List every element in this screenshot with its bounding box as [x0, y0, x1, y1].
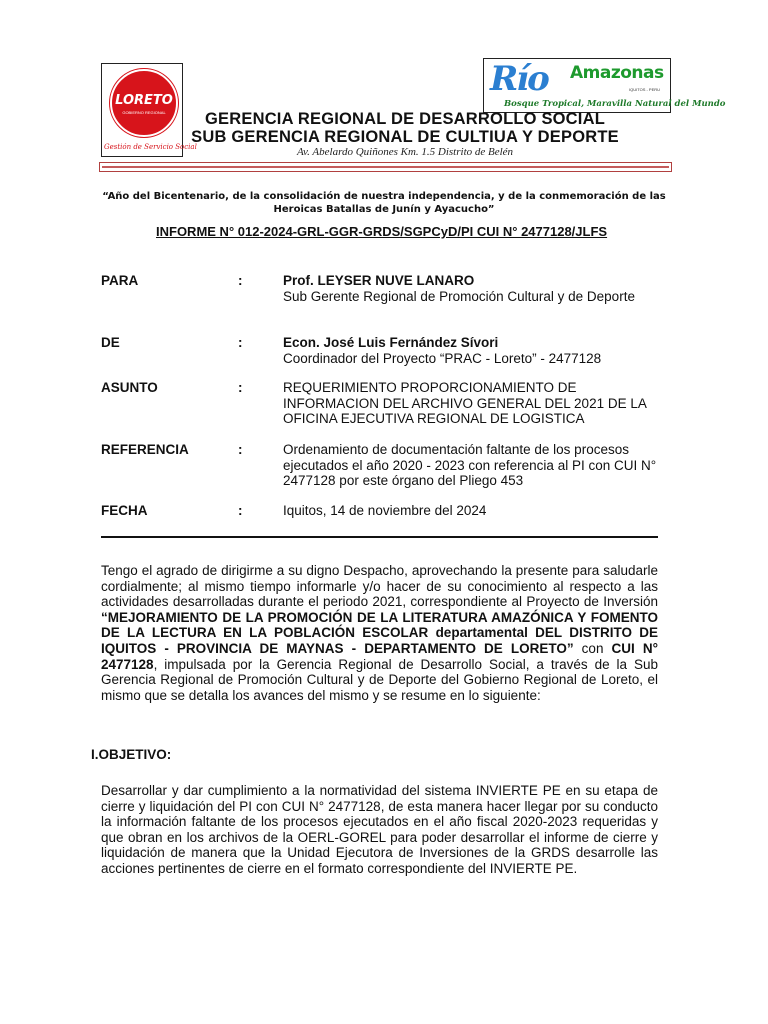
- para-value: [283, 273, 663, 304]
- loreto-logo-tagline: Gestión de Servicio Social: [104, 143, 197, 151]
- referencia-colon: :: [238, 442, 243, 457]
- loreto-logo-word: LORETO: [115, 93, 173, 108]
- fecha-value: Iquitos, 14 de noviembre del 2024: [283, 503, 487, 518]
- rio-logo-word: Río: [490, 59, 548, 99]
- referencia-label: REFERENCIA: [101, 442, 189, 457]
- de-role: Coordinador del Proyecto “PRAC - Loreto” - 2477128: [283, 350, 602, 366]
- referencia-value: Ordenamiento de documentación faltante de los procesos ejecutados el año 2020 - 2023 con referencia al PI con CUI N° 2477128 por este órgano del Pliego 453: [283, 442, 657, 488]
- para-name: Prof. LEYSER NUVE LANARO: [283, 273, 475, 288]
- de-colon: :: [238, 335, 243, 350]
- rio-amazonas-logo: [483, 58, 726, 113]
- year-motto: “Año del Bicentenario, de la consolidación de nuestra independencia, y de la conmemoración de las Heroicas Batallas de Junín y Ayacucho”: [102, 191, 666, 215]
- para-colon: :: [238, 273, 243, 288]
- header-title-line1: GERENCIA REGIONAL DE DESARROLLO SOCIAL: [205, 110, 605, 128]
- de-value: [283, 335, 663, 366]
- section-objetivo-title: I.OBJETIVO:: [91, 747, 172, 762]
- asunto-value: REQUERIMIENTO PROPORCIONAMIENTO DE INFORMACION DEL ARCHIVO GENERAL DEL 2021 DE LA OFICINA EJECUTIVA REGIONAL DE LOGISTICA: [283, 380, 647, 426]
- de-name: Econ. José Luis Fernández Sívori: [283, 335, 499, 350]
- objetivo-paragraph: Desarrollar y dar cumplimiento a la normatividad del sistema INVIERTE PE en su etapa de cierre y liquidación del PI con CUI N° 2477128, de esta manera hacer llegar por su conducto la información faltante de los procesos ejecutados en el año fiscal 2020-2023 requeridas y que obran en los archivos de la OERL-GOREL para poder desarrollar el informe de cierre y liquidación de manera que la Unidad Ejecutora de Inversiones de la GRDS desarrolle las acciones pertinentes de cierre en el formato correspondiente del INVIERTE PE.: [101, 783, 658, 876]
- amazonas-logo-word: Amazonas: [570, 63, 664, 83]
- project-name: “MEJORAMIENTO DE LA PROMOCIÓN DE LA LITERATURA AMAZÓNICA Y FOMENTO DE LA LECTURA EN LA POBLACIÓN ESCOLAR departamental DEL DISTRITO DE IQUITOS - PROVINCIA DE MAYNAS - DEPARTAMENTO DE LORETO”: [101, 609, 658, 656]
- intro-paragraph: [101, 563, 658, 703]
- intro-text-a: Tengo el agrado de dirigirme a su digno Despacho, aprovechando la presente para saludarle cordialmente; al mismo tiempo informarle y/o hacer de su conocimiento al respecto a las actividades desarrolladas durante el periodo 2021, correspondiente al Proyecto de Inversión: [101, 563, 658, 610]
- intro-text-b: con: [573, 640, 612, 656]
- loreto-logo-subtitle: GOBIERNO REGIONAL: [122, 110, 166, 115]
- para-label: PARA: [101, 273, 139, 288]
- header-title-line2: SUB GERENCIA REGIONAL DE CULTIUA Y DEPORTE: [191, 128, 619, 146]
- header-divider-band: [99, 162, 672, 172]
- de-label: DE: [101, 335, 120, 350]
- logo-place: IQUITOS - PERU: [629, 87, 661, 92]
- fecha-colon: :: [238, 503, 243, 518]
- memo-divider: [101, 536, 658, 538]
- para-role: Sub Gerente Regional de Promoción Cultural y de Deporte: [283, 288, 635, 304]
- project-cui: CUI N° 2477128: [101, 640, 658, 672]
- intro-text-c: , impulsada por la Gerencia Regional de Desarrollo Social, a través de la Sub Gerencia Regional de Promoción Cultural y de Deporte del Gobierno Regional de Loreto, el mismo que se detalla los avances del mismo y se resume en lo siguiente:: [101, 656, 658, 703]
- asunto-colon: :: [238, 380, 243, 395]
- logo-slogan: Bosque Tropical, Maravilla Natural del Mundo: [504, 99, 726, 109]
- asunto-label: ASUNTO: [101, 380, 158, 395]
- informe-title: INFORME N° 012-2024-GRL-GGR-GRDS/SGPCyD/PI CUI N° 2477128/JLFS: [156, 224, 608, 239]
- header-address: Av. Abelardo Quiñones Km. 1.5 Distrito de Belén: [296, 146, 514, 158]
- fecha-label: FECHA: [101, 503, 148, 518]
